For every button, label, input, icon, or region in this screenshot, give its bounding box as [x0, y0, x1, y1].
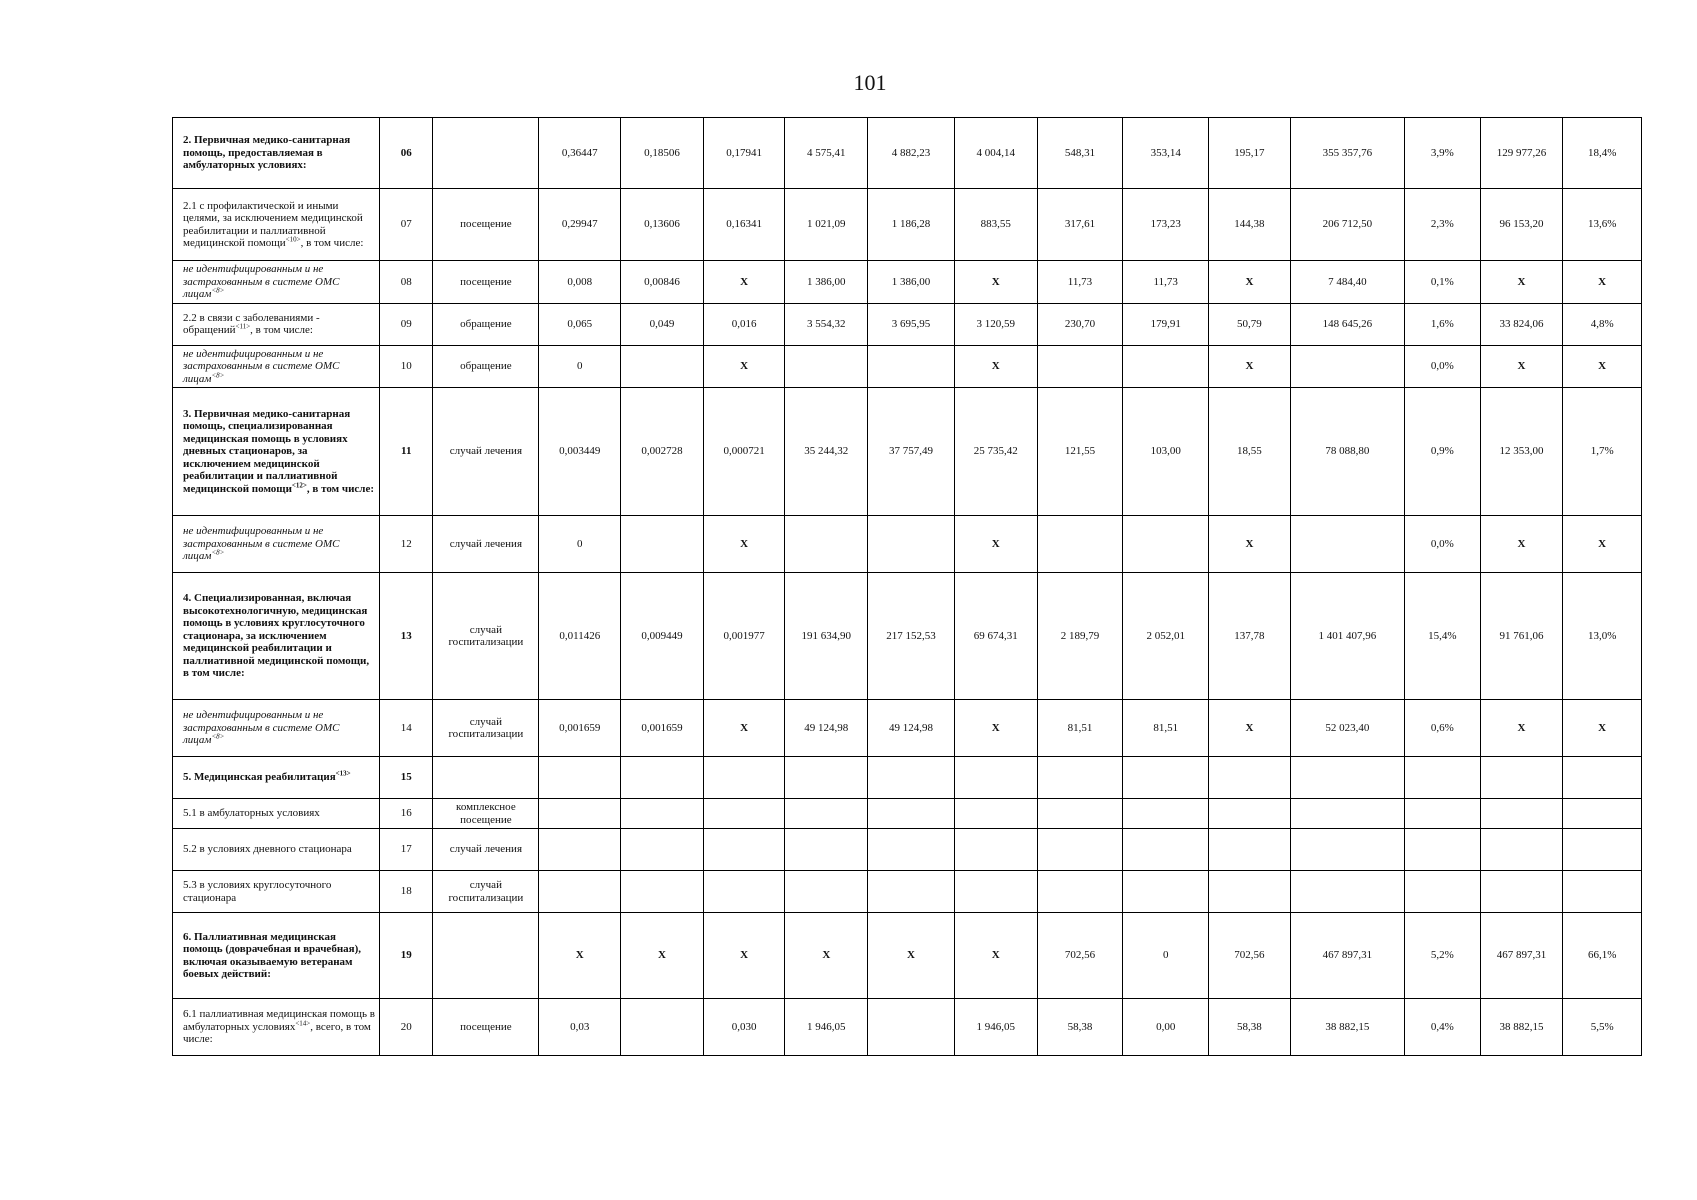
- table-row: [173, 799, 1642, 829]
- table-cell: 0,001977: [703, 573, 785, 700]
- table-cell: [1290, 516, 1404, 573]
- table-cell: 49 124,98: [868, 700, 955, 757]
- table-cell: 702,56: [1209, 913, 1291, 999]
- table-cell: X: [954, 700, 1037, 757]
- row-unit: случай лечения: [433, 829, 539, 871]
- table-cell: X: [1209, 345, 1291, 388]
- table-cell: X: [539, 913, 621, 999]
- table-cell: [868, 829, 955, 871]
- table-cell: [1290, 345, 1404, 388]
- table-cell: 0,016: [703, 303, 785, 345]
- table-cell: 37 757,49: [868, 388, 955, 516]
- table-cell: 137,78: [1209, 573, 1291, 700]
- table-cell: X: [1209, 516, 1291, 573]
- table-cell: X: [621, 913, 704, 999]
- table-cell: 191 634,90: [785, 573, 868, 700]
- table-cell: 0,6%: [1405, 700, 1481, 757]
- row-name-text: не идентифицированным и не застрахованным в системе ОМС лицам: [183, 525, 340, 563]
- table-cell: [1563, 829, 1642, 871]
- table-cell: 4,8%: [1563, 303, 1642, 345]
- table-cell: 11,73: [1037, 261, 1123, 304]
- table-cell: [539, 799, 621, 829]
- table-cell: X: [954, 913, 1037, 999]
- row-name-text: не идентифицированным и не застрахованным в системе ОМС лицам: [183, 263, 340, 300]
- row-name-text: 5.1 в амбулаторных условиях: [183, 807, 320, 820]
- table-cell: 0,16341: [703, 189, 785, 261]
- table-cell: [1563, 757, 1642, 799]
- row-code: 17: [380, 829, 433, 871]
- row-name: [173, 189, 380, 261]
- table-cell: 883,55: [954, 189, 1037, 261]
- table-cell: [621, 757, 704, 799]
- table-cell: 0,049: [621, 303, 704, 345]
- table-cell: 96 153,20: [1480, 189, 1563, 261]
- table-cell: [1037, 757, 1123, 799]
- table-cell: 217 152,53: [868, 573, 955, 700]
- row-name-text: 5. Медицинская реабилитация: [183, 771, 336, 784]
- table-cell: 355 357,76: [1290, 118, 1404, 189]
- row-code: 09: [380, 303, 433, 345]
- footnote-ref: <8>: [211, 286, 225, 295]
- table-cell: X: [703, 913, 785, 999]
- table-cell: 1,7%: [1563, 388, 1642, 516]
- row-name-text: не идентифицированным и не застрахованным в системе ОМС лицам: [183, 709, 340, 747]
- row-name-suffix: , в том числе:: [306, 482, 375, 495]
- table-cell: 3 695,95: [868, 303, 955, 345]
- table-cell: 0,03: [539, 999, 621, 1056]
- table-cell: X: [1480, 261, 1563, 304]
- row-name-text: 6.1 паллиативная медицинская помощь в амбулаторных условиях: [183, 1008, 375, 1033]
- table-row: [173, 303, 1642, 345]
- table-cell: 2,3%: [1405, 189, 1481, 261]
- table-cell: [868, 999, 955, 1056]
- table-cell: 2 052,01: [1123, 573, 1209, 700]
- table-cell: 1 186,28: [868, 189, 955, 261]
- table-cell: [1480, 829, 1563, 871]
- table-cell: 69 674,31: [954, 573, 1037, 700]
- row-unit: [433, 913, 539, 999]
- row-unit: обращение: [433, 345, 539, 388]
- table-cell: 78 088,80: [1290, 388, 1404, 516]
- row-name: [173, 261, 380, 304]
- table-cell: 4 575,41: [785, 118, 868, 189]
- table-cell: 317,61: [1037, 189, 1123, 261]
- table-cell: [1037, 516, 1123, 573]
- table-cell: 179,91: [1123, 303, 1209, 345]
- table-cell: 1 946,05: [954, 999, 1037, 1056]
- footnote-ref: <8>: [211, 548, 225, 557]
- row-unit: случай госпитализации: [433, 573, 539, 700]
- row-unit: посещение: [433, 261, 539, 304]
- row-unit: случай госпитализации: [433, 700, 539, 757]
- table-cell: 195,17: [1209, 118, 1291, 189]
- footnote-ref: <13>: [335, 769, 351, 778]
- table-cell: 230,70: [1037, 303, 1123, 345]
- table-row: [173, 345, 1642, 388]
- table-cell: 0,030: [703, 999, 785, 1056]
- table-cell: X: [1480, 516, 1563, 573]
- table-cell: 0,0%: [1405, 345, 1481, 388]
- row-name-text: 6. Паллиативная медицинская помощь (доврачебная и врачебная), включая оказываемую ветеранам боевых действий:: [183, 930, 362, 980]
- table-cell: X: [1480, 700, 1563, 757]
- table-cell: [539, 757, 621, 799]
- table-row: [173, 700, 1642, 757]
- table-row: [173, 913, 1642, 999]
- table-cell: 25 735,42: [954, 388, 1037, 516]
- table-cell: 0,001659: [539, 700, 621, 757]
- table-cell: 33 824,06: [1480, 303, 1563, 345]
- row-name-suffix: , в том числе:: [300, 237, 364, 249]
- table-cell: 129 977,26: [1480, 118, 1563, 189]
- row-name: [173, 388, 380, 516]
- data-table: [172, 117, 1642, 1056]
- table-cell: [703, 829, 785, 871]
- table-cell: [621, 829, 704, 871]
- table-cell: 5,2%: [1405, 913, 1481, 999]
- table-cell: 0,002728: [621, 388, 704, 516]
- table-cell: 121,55: [1037, 388, 1123, 516]
- table-cell: [1123, 829, 1209, 871]
- table-cell: [785, 757, 868, 799]
- table-row: [173, 516, 1642, 573]
- table-cell: 58,38: [1037, 999, 1123, 1056]
- table-cell: [868, 345, 955, 388]
- table-cell: X: [703, 700, 785, 757]
- footnote-ref: <8>: [211, 370, 225, 379]
- table-cell: 0,0%: [1405, 516, 1481, 573]
- table-cell: 13,6%: [1563, 189, 1642, 261]
- table-cell: [868, 799, 955, 829]
- table-cell: [539, 829, 621, 871]
- footnote-ref: <8>: [211, 732, 225, 741]
- table-cell: X: [1563, 516, 1642, 573]
- table-cell: [785, 799, 868, 829]
- table-row: [173, 388, 1642, 516]
- table-cell: 1 386,00: [868, 261, 955, 304]
- table-cell: [954, 829, 1037, 871]
- table-cell: 353,14: [1123, 118, 1209, 189]
- table-cell: [621, 999, 704, 1056]
- table-cell: [1563, 799, 1642, 829]
- table-cell: 3 554,32: [785, 303, 868, 345]
- table-cell: [868, 757, 955, 799]
- table-cell: [1037, 799, 1123, 829]
- table-cell: 206 712,50: [1290, 189, 1404, 261]
- table-cell: 0,13606: [621, 189, 704, 261]
- table-cell: [785, 871, 868, 913]
- table-cell: [1405, 757, 1481, 799]
- row-name: [173, 700, 380, 757]
- row-name: [173, 871, 380, 913]
- table-cell: [954, 871, 1037, 913]
- table-cell: [1123, 871, 1209, 913]
- row-name-suffix: , всего, в том числе:: [183, 1020, 371, 1046]
- table-cell: [785, 829, 868, 871]
- row-code: 08: [380, 261, 433, 304]
- table-cell: 15,4%: [1405, 573, 1481, 700]
- table-cell: X: [1563, 700, 1642, 757]
- table-cell: X: [1209, 261, 1291, 304]
- table-body: [173, 118, 1642, 1056]
- table-cell: 13,0%: [1563, 573, 1642, 700]
- row-unit: [433, 757, 539, 799]
- row-unit: случай лечения: [433, 516, 539, 573]
- table-cell: [1405, 799, 1481, 829]
- table-cell: X: [1563, 261, 1642, 304]
- row-name-text: 3. Первичная медико-санитарная помощь, специализированная медицинская помощь в условиях дневных стационаров, за исключением медицинской реабилитации и паллиативной медицинской помощи: [183, 407, 351, 495]
- page-number: 101: [853, 70, 887, 95]
- row-code: 10: [380, 345, 433, 388]
- table-cell: 81,51: [1123, 700, 1209, 757]
- table-cell: 103,00: [1123, 388, 1209, 516]
- table-cell: [703, 799, 785, 829]
- row-code: 12: [380, 516, 433, 573]
- table-cell: [1290, 871, 1404, 913]
- row-code: 16: [380, 799, 433, 829]
- table-cell: [785, 516, 868, 573]
- table-cell: 0,009449: [621, 573, 704, 700]
- table-cell: 0,9%: [1405, 388, 1481, 516]
- table-cell: 0,000721: [703, 388, 785, 516]
- table-cell: 0: [1123, 913, 1209, 999]
- footnote-ref: <14>: [295, 1019, 311, 1028]
- table-cell: [1405, 829, 1481, 871]
- table-cell: 0: [539, 345, 621, 388]
- row-unit: посещение: [433, 189, 539, 261]
- row-name: [173, 757, 380, 799]
- row-name: [173, 913, 380, 999]
- table-cell: 91 761,06: [1480, 573, 1563, 700]
- table-cell: 0,17941: [703, 118, 785, 189]
- table-cell: 5,5%: [1563, 999, 1642, 1056]
- table-cell: 0,4%: [1405, 999, 1481, 1056]
- table-cell: 1 386,00: [785, 261, 868, 304]
- table-cell: 7 484,40: [1290, 261, 1404, 304]
- row-unit: случай госпитализации: [433, 871, 539, 913]
- row-name-text: 2.1 с профилактической и иными целями, за исключением медицинской реабилитации и паллиативной медицинской помощи: [183, 199, 363, 249]
- table-row: [173, 829, 1642, 871]
- row-code: 14: [380, 700, 433, 757]
- table-cell: 0,29947: [539, 189, 621, 261]
- table-cell: [1290, 757, 1404, 799]
- row-name: [173, 799, 380, 829]
- footnote-ref: <10>: [285, 235, 301, 244]
- row-code: 11: [380, 388, 433, 516]
- row-code: 18: [380, 871, 433, 913]
- table-cell: [1123, 757, 1209, 799]
- table-cell: [1037, 345, 1123, 388]
- table-cell: [539, 871, 621, 913]
- row-unit: обращение: [433, 303, 539, 345]
- footnote-ref: <11>: [235, 322, 251, 331]
- table-cell: [1123, 345, 1209, 388]
- table-cell: [703, 871, 785, 913]
- row-name-text: 2.2 в связи с заболеваниями - обращений: [183, 311, 320, 336]
- table-cell: [621, 516, 704, 573]
- table-cell: 11,73: [1123, 261, 1209, 304]
- row-code: 13: [380, 573, 433, 700]
- table-cell: [703, 757, 785, 799]
- table-cell: X: [1209, 700, 1291, 757]
- table-row: [173, 871, 1642, 913]
- row-code: 15: [380, 757, 433, 799]
- table-cell: [1290, 829, 1404, 871]
- table-cell: 1 021,09: [785, 189, 868, 261]
- table-cell: X: [785, 913, 868, 999]
- table-cell: [1037, 829, 1123, 871]
- row-name-text: 2. Первичная медико-санитарная помощь, предоставляемая в амбулаторных условиях:: [183, 134, 351, 172]
- table-cell: 1 401 407,96: [1290, 573, 1404, 700]
- table-cell: 0,008: [539, 261, 621, 304]
- row-name: [173, 573, 380, 700]
- table-cell: 0,1%: [1405, 261, 1481, 304]
- row-code: 19: [380, 913, 433, 999]
- row-name: [173, 999, 380, 1056]
- table-cell: X: [703, 261, 785, 304]
- table-cell: 144,38: [1209, 189, 1291, 261]
- table-cell: [1480, 757, 1563, 799]
- table-row: [173, 999, 1642, 1056]
- table-cell: X: [954, 345, 1037, 388]
- table-cell: [1209, 871, 1291, 913]
- row-code: 06: [380, 118, 433, 189]
- table-cell: X: [954, 516, 1037, 573]
- row-name-text: 4. Специализированная, включая высокотехнологичную, медицинская помощь в условиях круглосуточного стационара, за исключением медицинской реабилитации и паллиативной медицинской помощи, в том числе:: [183, 592, 370, 680]
- table-cell: 66,1%: [1563, 913, 1642, 999]
- table-cell: 702,56: [1037, 913, 1123, 999]
- table-cell: X: [868, 913, 955, 999]
- row-name: [173, 345, 380, 388]
- row-unit: посещение: [433, 999, 539, 1056]
- row-name-text: не идентифицированным и не застрахованным в системе ОМС лицам: [183, 347, 340, 385]
- table-cell: [621, 799, 704, 829]
- table-cell: 0: [539, 516, 621, 573]
- table-cell: [1209, 799, 1291, 829]
- table-cell: [1290, 799, 1404, 829]
- table-cell: 0,00: [1123, 999, 1209, 1056]
- table-cell: 467 897,31: [1290, 913, 1404, 999]
- table-cell: 148 645,26: [1290, 303, 1404, 345]
- table-cell: 12 353,00: [1480, 388, 1563, 516]
- table-row: [173, 189, 1642, 261]
- table-cell: 0,003449: [539, 388, 621, 516]
- table-cell: 58,38: [1209, 999, 1291, 1056]
- row-unit: комплексное посещение: [433, 799, 539, 829]
- table-cell: 38 882,15: [1290, 999, 1404, 1056]
- table-cell: 3 120,59: [954, 303, 1037, 345]
- table-cell: 467 897,31: [1480, 913, 1563, 999]
- row-name-text: 5.2 в условиях дневного стационара: [183, 843, 352, 856]
- row-name: [173, 829, 380, 871]
- table-cell: [868, 871, 955, 913]
- table-cell: 50,79: [1209, 303, 1291, 345]
- table-cell: [1480, 871, 1563, 913]
- table-cell: [1209, 757, 1291, 799]
- table-cell: X: [703, 516, 785, 573]
- table-cell: [621, 345, 704, 388]
- table-cell: 35 244,32: [785, 388, 868, 516]
- table-cell: [1480, 799, 1563, 829]
- table-cell: 18,4%: [1563, 118, 1642, 189]
- table-row: [173, 573, 1642, 700]
- table-cell: X: [703, 345, 785, 388]
- table-cell: [621, 871, 704, 913]
- table-cell: [785, 345, 868, 388]
- table-cell: [1123, 799, 1209, 829]
- table-cell: X: [954, 261, 1037, 304]
- table-cell: 0,065: [539, 303, 621, 345]
- row-name-text: 5.3 в условиях круглосуточного стационара: [183, 879, 332, 904]
- table-row: [173, 757, 1642, 799]
- table-cell: 81,51: [1037, 700, 1123, 757]
- table-cell: [868, 516, 955, 573]
- table-cell: 4 882,23: [868, 118, 955, 189]
- table-cell: 0,18506: [621, 118, 704, 189]
- table-row: [173, 118, 1642, 189]
- row-code: 07: [380, 189, 433, 261]
- table-cell: [1209, 829, 1291, 871]
- table-cell: 18,55: [1209, 388, 1291, 516]
- row-unit: [433, 118, 539, 189]
- table-cell: [1123, 516, 1209, 573]
- table-cell: 1 946,05: [785, 999, 868, 1056]
- table-cell: 38 882,15: [1480, 999, 1563, 1056]
- table-cell: 1,6%: [1405, 303, 1481, 345]
- table-cell: 52 023,40: [1290, 700, 1404, 757]
- footnote-ref: <12>: [291, 481, 307, 490]
- table-cell: 0,00846: [621, 261, 704, 304]
- table-row: [173, 261, 1642, 304]
- table-cell: X: [1563, 345, 1642, 388]
- table-cell: 2 189,79: [1037, 573, 1123, 700]
- row-name: [173, 303, 380, 345]
- table-cell: 4 004,14: [954, 118, 1037, 189]
- table-cell: [1405, 871, 1481, 913]
- row-code: 20: [380, 999, 433, 1056]
- table-cell: 0,36447: [539, 118, 621, 189]
- table-cell: X: [1480, 345, 1563, 388]
- table-cell: 3,9%: [1405, 118, 1481, 189]
- table-cell: 0,001659: [621, 700, 704, 757]
- table-cell: 0,011426: [539, 573, 621, 700]
- table-cell: 173,23: [1123, 189, 1209, 261]
- row-name-suffix: , в том числе:: [250, 324, 313, 336]
- table-cell: [954, 799, 1037, 829]
- row-unit: случай лечения: [433, 388, 539, 516]
- row-name: [173, 516, 380, 573]
- table-cell: [1563, 871, 1642, 913]
- row-name: [173, 118, 380, 189]
- table-cell: [1037, 871, 1123, 913]
- table-cell: 548,31: [1037, 118, 1123, 189]
- table-cell: [954, 757, 1037, 799]
- table-cell: 49 124,98: [785, 700, 868, 757]
